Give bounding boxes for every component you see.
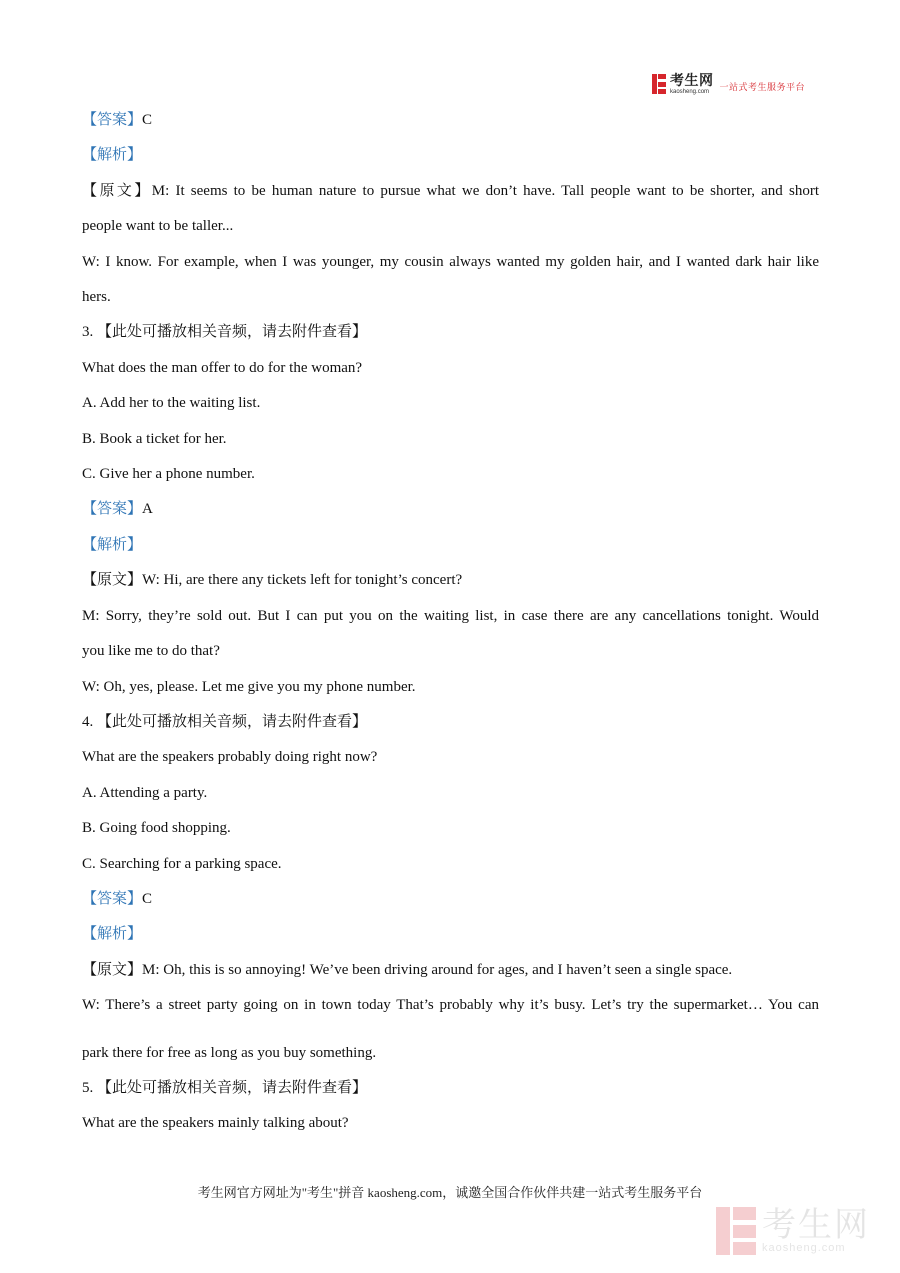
text-line <box>82 917 819 952</box>
line-text: A <box>142 501 153 518</box>
text-line <box>82 988 819 1023</box>
text-line <box>82 209 819 244</box>
text-line <box>82 1036 819 1071</box>
line-text: What are the speakers probably doing right now? <box>82 749 378 766</box>
text-line <box>82 740 819 775</box>
header-logo <box>652 70 805 98</box>
text-line <box>82 705 819 740</box>
line-text: 4. 【此处可播放相关音频，请去附件查看】 <box>82 713 368 730</box>
line-text: What are the speakers mainly talking about? <box>82 1115 349 1132</box>
line-text: park there for free as long as you buy something. <box>82 1044 377 1061</box>
watermark-logo-icon <box>716 1207 756 1255</box>
line-text: you like me to do that? <box>82 643 220 660</box>
watermark-title: 考生网 <box>762 1205 870 1245</box>
text-line <box>82 882 819 917</box>
text-line <box>82 528 819 563</box>
logo-domain: kaosheng.com <box>670 88 710 95</box>
text-line <box>82 138 819 173</box>
line-text: B. Book a ticket for her. <box>82 430 227 447</box>
line-text: W: I know. For example, when I was younger, my cousin always wanted my golden hair, and I wanted dark hair like <box>82 253 819 270</box>
text-line <box>82 457 819 492</box>
document-body <box>82 103 819 1142</box>
section-tag: 【答案】 <box>82 112 143 128</box>
text-line <box>82 776 819 811</box>
line-text: hers. <box>82 289 111 306</box>
logo-slogan: 一站式考生服务平台 <box>719 82 806 93</box>
section-tag: 【解析】 <box>82 926 143 943</box>
text-line <box>82 245 819 280</box>
text-line <box>82 280 819 315</box>
watermark <box>716 1206 870 1256</box>
text-line <box>82 103 819 138</box>
text-line <box>82 315 819 350</box>
section-tag: 【解析】 <box>82 147 143 164</box>
text-line <box>82 386 819 421</box>
text-line <box>82 563 819 598</box>
line-text: people want to be taller... <box>82 218 234 235</box>
text-line <box>82 811 819 846</box>
text-line <box>82 670 819 705</box>
line-text: M: Sorry, they’re sold out. But I can put you on the waiting list, in case there are any cancellations tonight. Would <box>82 607 819 624</box>
line-text: C. Searching for a parking space. <box>82 855 282 872</box>
text-line <box>82 1106 819 1141</box>
text-line <box>82 1071 819 1106</box>
footer-text: 考生网官方网址为"考生"拼音 kaosheng.com，诚邀全国合作伙伴共建一站式考生服务平台 <box>197 1185 703 1200</box>
line-text: 【原文】W: Hi, are there any tickets left for tonight’s concert? <box>82 572 463 589</box>
section-tag: 【答案】 <box>82 890 143 907</box>
line-text: 3. 【此处可播放相关音频，请去附件查看】 <box>82 324 368 341</box>
line-text: 【原文】M: Oh, this is so annoying! We’ve been driving around for ages, and I haven’t seen a single space. <box>82 961 733 978</box>
line-text: B. Going food shopping. <box>82 820 231 837</box>
text-line <box>82 599 819 634</box>
watermark-domain: kaosheng.com <box>762 1242 846 1254</box>
logo-title: 考生网 <box>670 72 714 89</box>
text-line <box>82 953 819 988</box>
line-text: C <box>142 890 153 907</box>
text-line <box>82 634 819 669</box>
section-tag: 【答案】 <box>82 501 143 518</box>
text-line <box>82 422 819 457</box>
line-text: W: There’s a street party going on in town today That’s probably why it’s busy. Let’s try the supermarket… You can <box>82 997 819 1014</box>
text-line <box>82 492 819 527</box>
logo-mark-icon <box>652 74 666 94</box>
line-text: W: Oh, yes, please. Let me give you my phone number. <box>82 678 416 695</box>
text-line <box>82 174 819 209</box>
line-text: A. Add her to the waiting list. <box>82 395 261 412</box>
line-text: A. Attending a party. <box>82 784 208 801</box>
line-text: 5. 【此处可播放相关音频，请去附件查看】 <box>82 1079 368 1096</box>
line-text: 【原文】M: It seems to be human nature to pursue what we don’t have. Tall people want to be shorter, and short <box>82 182 819 199</box>
line-text: C <box>142 112 153 128</box>
line-text: C. Give her a phone number. <box>82 466 255 483</box>
text-line <box>82 351 819 386</box>
line-text: What does the man offer to do for the woman? <box>82 359 363 376</box>
section-tag: 【解析】 <box>82 536 143 553</box>
text-line <box>82 847 819 882</box>
